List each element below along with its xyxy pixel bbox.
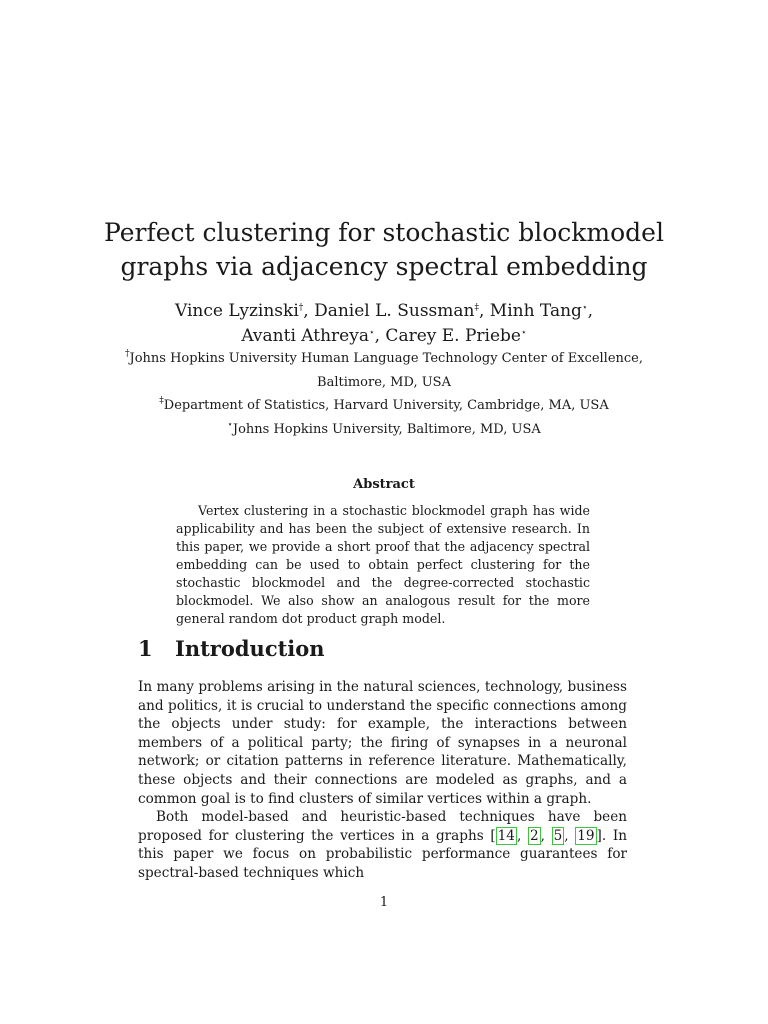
affiliation-3: [0, 421, 768, 439]
paragraph: [138, 808, 627, 882]
citation-link[interactable]: 19: [577, 827, 595, 844]
citation-separator: ,: [564, 827, 576, 844]
section-number: 1: [138, 636, 153, 661]
page-number: 1: [379, 895, 389, 910]
introduction-body: [138, 678, 627, 883]
affiliation-text: Johns Hopkins University, Baltimore, MD, USA: [232, 422, 541, 437]
authors-line-2: [0, 324, 768, 349]
title-line-1: Perfect clustering for stochastic blockmodel: [104, 218, 664, 247]
authors-line-1: [0, 299, 768, 324]
title-line-2: graphs via adjacency spectral embedding: [120, 252, 648, 281]
author-name: Vince Lyzinski: [175, 301, 299, 321]
abstract-text: Vertex clustering in a stochastic blockmodel graph has wide applicability and has been the subject of extensive research. In this paper, we provide a short proof that the adjacency spectral embedding can be used to obtain perfect clustering for the stochastic blockmodel and the degree-corrected stochastic blockmodel. We also show an analogous result for the more general random dot product graph model.: [176, 503, 590, 626]
affiliation-mark: ⋆: [581, 303, 588, 313]
affiliation-mark: ‡: [159, 396, 164, 406]
affiliation-mark: †: [298, 303, 304, 313]
section-heading: [138, 636, 325, 661]
author-name: , Minh Tang: [478, 301, 582, 321]
paragraph-text: Both model-based and heuristic-based techniques have been proposed for clustering the vertices in a graphs [: [138, 809, 627, 844]
affiliation-mark: †: [124, 349, 130, 359]
section-title: Introduction: [175, 636, 325, 661]
affiliation-mark: ⋆: [521, 328, 527, 338]
affiliation-1-cont: Baltimore, MD, USA: [317, 375, 451, 390]
author-name: , Daniel L. Sussman: [303, 301, 475, 321]
citation-link[interactable]: 5: [553, 827, 563, 844]
citation-separator: ,: [540, 827, 552, 844]
affiliation-mark: ⋆: [368, 328, 375, 338]
citation-separator: ,: [516, 827, 528, 844]
affiliation-mark: ‡: [474, 303, 479, 313]
abstract-heading: Abstract: [353, 477, 415, 492]
paragraph: In many problems arising in the natural sciences, technology, business and politics, it is crucial to understand the specific connections among the objects under study: for example, the interactions between members of a political party; the firing of synapses in a neuronal network; or citation patterns in reference literature. Mathematically, these objects and their connections are modeled as graphs, and a common goal is to find clusters of similar vertices within a graph.: [138, 679, 627, 807]
affiliation-text: Johns Hopkins University Human Language Technology Center of Excellence,: [129, 351, 643, 366]
author-name: , Carey E. Priebe: [374, 326, 521, 346]
paper-title: [0, 216, 768, 284]
affiliation-mark: ⋆: [227, 420, 233, 430]
affiliation-2: [0, 397, 768, 415]
paragraph-text: ]. In this paper we focus on probabilistic performance guarantees for spectral-based techniques which: [138, 827, 627, 881]
citation-link[interactable]: 2: [529, 827, 539, 844]
author-list: [0, 299, 768, 349]
citation-link[interactable]: 14: [497, 827, 515, 844]
author-separator: ,: [587, 301, 593, 321]
affiliation-text: Department of Statistics, Harvard University, Cambridge, MA, USA: [163, 398, 609, 413]
author-name: Avanti Athreya: [241, 326, 369, 346]
affiliation-1: [0, 350, 768, 368]
